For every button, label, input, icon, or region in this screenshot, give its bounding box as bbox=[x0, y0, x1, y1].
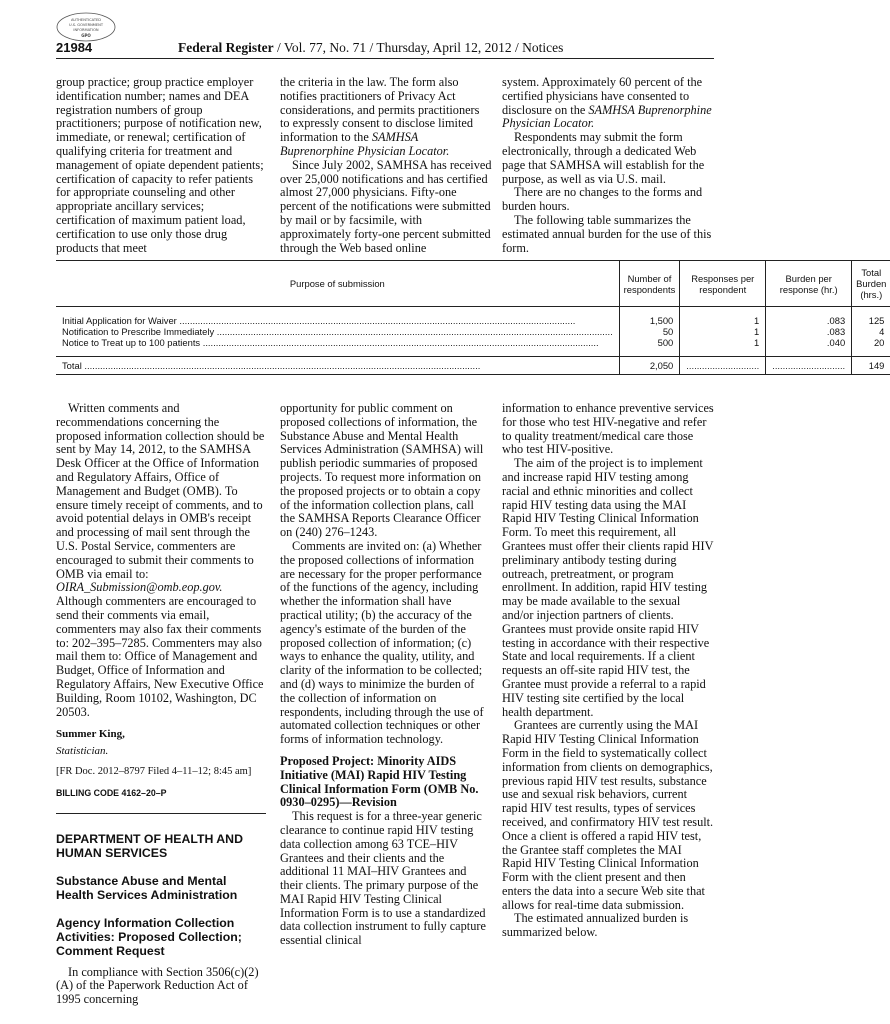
table-cell: 50 bbox=[619, 326, 680, 337]
paragraph bbox=[502, 76, 714, 131]
svg-text:GPO: GPO bbox=[81, 33, 91, 38]
running-header bbox=[178, 40, 563, 56]
fr-doc-line: [FR Doc. 2012–8797 Filed 4–11–12; 8:45 am] bbox=[56, 765, 252, 777]
bottom-column-3 bbox=[502, 402, 714, 940]
signer-name: Summer King, bbox=[56, 728, 125, 741]
column-header: Purpose of submission bbox=[56, 261, 619, 307]
table-cell: 20 bbox=[852, 337, 890, 357]
text: Statistician. bbox=[56, 745, 109, 758]
row-label: Initial Application for Waiver ..... bbox=[62, 315, 613, 326]
table-cell: 4 bbox=[852, 326, 890, 337]
paragraph: Respondents may submit the form electronically, through a dedicated Web page that SAMHSA will establish for the purpose, as well as via U.S. mail. bbox=[502, 130, 705, 186]
table-cell bbox=[56, 357, 619, 375]
header-rule bbox=[56, 58, 714, 59]
paragraph: Since July 2002, SAMHSA has received over 25,000 notifications and has certified almost 27,000 physicians. Fifty-one percent of the notifications were submitted by mail or by facsimile, with approximately forty-one percent submitted through the Web based online bbox=[280, 157, 492, 255]
column-header: Burden per response (hr.) bbox=[766, 261, 852, 307]
svg-text:INFORMATION: INFORMATION bbox=[73, 28, 99, 32]
issue-details: / Vol. 77, No. 71 / Thursday, April 12, 2012 / Notices bbox=[273, 40, 564, 55]
table-cell: 149 bbox=[852, 357, 890, 375]
project-heading: Proposed Project: Minority AIDS Initiative (MAI) Rapid HIV Testing Clinical Information Form (OMB No. 0930–0295)—Revision bbox=[280, 753, 479, 810]
paragraph bbox=[56, 402, 266, 719]
row-label: Notification to Prescribe Immediately ..... bbox=[62, 326, 613, 337]
subject-heading: Agency Information Collection Activities: Proposed Collection; Comment Request bbox=[56, 915, 242, 958]
text: the criteria in the law. The form also notifies practitioners of Privacy Act considerations, and permits practitioners to expressly consent to disclose limited information to the bbox=[280, 75, 480, 145]
column-header: Number of respondents bbox=[619, 261, 680, 307]
top-column-3 bbox=[502, 76, 714, 255]
text: system. Approximately 60 percent of the certified physicians have consented to disclosure on the bbox=[502, 75, 703, 117]
table-header-row bbox=[56, 261, 890, 307]
department-heading: DEPARTMENT OF HEALTH AND HUMAN SERVICES bbox=[56, 831, 243, 860]
svg-text:U.S. GOVERNMENT: U.S. GOVERNMENT bbox=[68, 23, 104, 27]
table-cell: 1 bbox=[680, 326, 766, 337]
svg-text:AUTHENTICATED: AUTHENTICATED bbox=[70, 18, 102, 22]
row-label: Total ..... bbox=[62, 360, 613, 371]
table-total-row bbox=[56, 357, 890, 375]
bottom-column-1 bbox=[56, 402, 266, 1007]
paragraph: group practice; group practice employer identification number; names and DEA registration numbers of group practitioners; purpose of notification new, immediate, or renewal; certification of qualifying criteria for treatment and management of opiate dependent patients; certification of capacity to refer patients for appropriate counseling and other appropriate ancillary services; certification of maximum patient load, certification to use only those drug products that meet bbox=[56, 75, 264, 255]
paragraph: The estimated annualized burden is summarized below. bbox=[502, 911, 689, 940]
table-cell: .040 bbox=[766, 337, 852, 357]
billing-code: BILLING CODE 4162–20–P bbox=[56, 787, 167, 798]
burden-table bbox=[56, 260, 887, 375]
paragraph: In compliance with Section 3506(c)(2)(A) of the Paperwork Reduction Act of 1995 concerning bbox=[56, 964, 259, 1007]
table-cell: 1 bbox=[680, 337, 766, 357]
top-column-1 bbox=[56, 76, 266, 255]
table-cell: 2,050 bbox=[619, 357, 680, 375]
text: Written comments and recommendations concerning the proposed information collection should be sent by May 14, 2012, to the SAMHSA Desk Officer at the Office of Information and Regulatory Affairs, Office of Management and Budget (OMB). To ensure timely receipt of comments, and to avoid potential delays in OMB's receipt and processing of mail sent through the U.S. Postal Service, commenters are encouraged to submit their comments to OMB via email to: bbox=[56, 401, 265, 581]
paragraph: There are no changes to the forms and burden hours. bbox=[502, 185, 703, 214]
table-cell: .083 bbox=[766, 326, 852, 337]
locator-name: SAMHSA Buprenorphine Physician Locator. bbox=[280, 130, 450, 158]
bottom-column-2 bbox=[280, 402, 492, 948]
paragraph: information to enhance preventive services for those who test HIV-negative and refer to quality treatment/medical care those who test HIV-positive. bbox=[502, 401, 714, 457]
email-address: OIRA_Submission@omb.eop.gov. bbox=[56, 580, 223, 595]
table-cell: 125 bbox=[852, 307, 890, 327]
table-cell: ............................ bbox=[680, 357, 766, 375]
row-label: Notice to Treat up to 100 patients ..... bbox=[62, 337, 613, 348]
table-cell bbox=[56, 337, 619, 357]
paragraph: This request is for a three-year generic clearance to continue rapid HIV testing data collection among 63 TCE–HIV Grantees and their clients and the additional 11 MAI–HIV Grantees and their clients. The primary purpose of the MAI Rapid HIV Testing Clinical Information Form is to use a standardized data collection instrument to fully capture essential clinical bbox=[280, 809, 486, 948]
table-cell: 1 bbox=[680, 307, 766, 327]
paragraph: The following table summarizes the estimated annual burden for the use of this form. bbox=[502, 212, 712, 255]
table-cell: ............................ bbox=[766, 357, 852, 375]
column-header: Responses per respondent bbox=[680, 261, 766, 307]
table-cell: .083 bbox=[766, 307, 852, 327]
locator-name: SAMHSA Buprenorphine Physician Locator. bbox=[502, 102, 712, 131]
top-column-2 bbox=[280, 76, 492, 255]
paragraph: Grantees are currently using the MAI Rapid HIV Testing Clinical Information Form in the field to systematically collect information from clients on demographics, previous rapid HIV test results, substance use and sexual risk behaviors, current rapid HIV test results, types of services received, and confirmatory HIV test result. Once a client is offered a rapid HIV test, the Grantee staff completes the MAI Rapid HIV Testing Clinical Information Form with the client present and then enters the data into a secure Web site that allows for real-time data submission. bbox=[502, 718, 714, 912]
signer-title bbox=[56, 745, 266, 759]
page-number: 21984 bbox=[56, 40, 93, 55]
table-row bbox=[56, 337, 890, 357]
section-rule bbox=[56, 813, 266, 814]
table-row bbox=[56, 307, 890, 327]
paragraph: Comments are invited on: (a) Whether the proposed collections of information are necessary for the proper performance of the functions of the agency, including whether the information shall have practical utility; (b) the accuracy of the agency's estimate of the burden of the proposed collection of information; (c) ways to enhance the quality, utility, and clarity of the information to be collected; and (d) ways to minimize the burden of the collection of information on respondents, including through the use of automated collection techniques or other forms of information technology. bbox=[280, 538, 484, 747]
column-header: Total Burden (hrs.) bbox=[852, 261, 890, 307]
publication-name: Federal Register bbox=[178, 40, 274, 55]
table-cell: 500 bbox=[619, 337, 680, 357]
paragraph: The aim of the project is to implement and increase rapid HIV testing among racial and ethnic minorities and collect rapid HIV testing data using the MAI Rapid HIV Testing Clinical Information Form. To meet this requirement, all Grantees must offer their clients rapid HIV preliminary antibody testing during outreach, pretreatment, or program enrollment. In addition, rapid HIV testing may be made available to the sexual and/or injection partners of clients. Grantees must provide onsite rapid HIV testing in accordance with their respective State and local requirements. If a client requests an off-site rapid HIV test, the Grantee must provide a referral to a rapid HIV testing site certified by the local health department. bbox=[502, 456, 714, 719]
paragraph bbox=[280, 76, 492, 159]
table-row bbox=[56, 326, 890, 337]
paragraph: opportunity for public comment on proposed collections of information, the Substance Abuse and Mental Health Services Administration (SAMHSA) will publish periodic summaries of proposed projects. To request more information on the proposed projects or to obtain a copy of the information collection plans, call the SAMHSA Reports Clearance Officer on (240) 276–1243. bbox=[280, 401, 484, 540]
gpo-authenticated-seal-icon bbox=[56, 12, 116, 42]
text: Although commenters are encouraged to send their comments via email, commenters may also fax their comments to: 202–395–7285. Commenters may also mail them to: Office of Management and Budget, Office of Information and Regulatory Affairs, New Executive Office Building, Room 10102, Washington, DC 20503. bbox=[56, 594, 264, 719]
table-cell bbox=[56, 326, 619, 337]
agency-heading: Substance Abuse and Mental Health Services Administration bbox=[56, 873, 238, 902]
table-cell: 1,500 bbox=[619, 307, 680, 327]
table-cell bbox=[56, 307, 619, 327]
